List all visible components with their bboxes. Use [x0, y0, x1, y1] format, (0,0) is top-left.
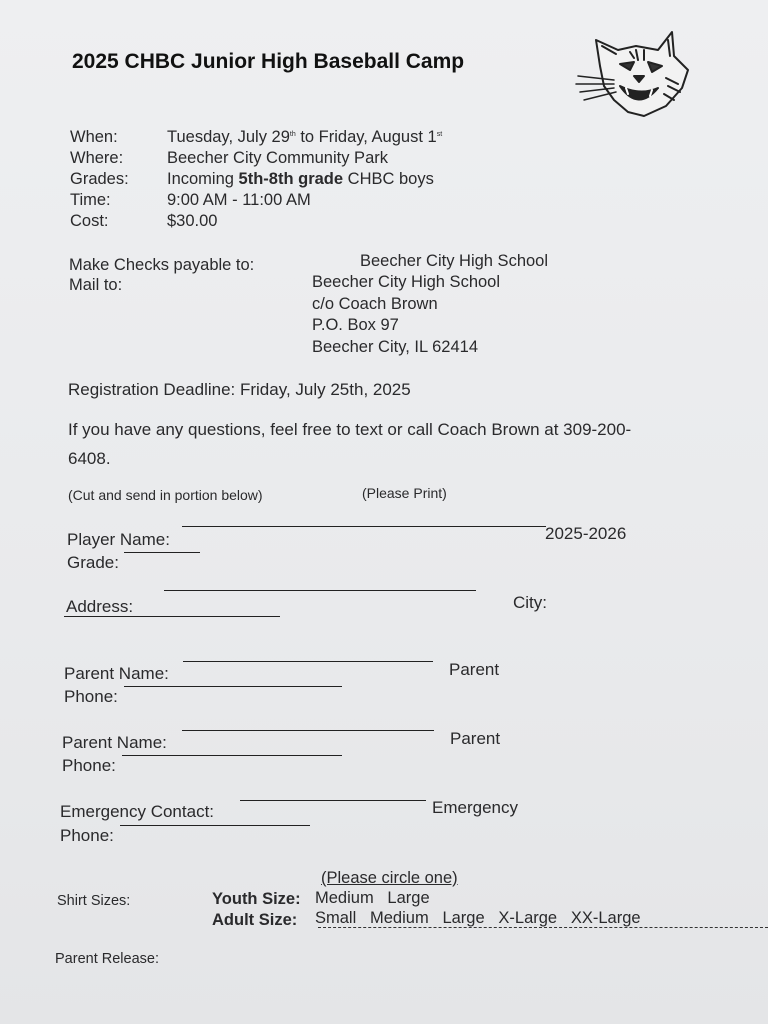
- youth-size-label: Youth Size:: [212, 890, 301, 908]
- mail-line: c/o Coach Brown: [312, 295, 438, 313]
- grade-label: Grade:: [67, 553, 119, 572]
- emergency-contact-label: Emergency Contact:: [60, 802, 215, 821]
- time-label: Time:: [70, 191, 111, 209]
- cost-label: Cost:: [70, 212, 109, 230]
- where-value: Beecher City Community Park: [167, 149, 388, 167]
- cost-value: $30.00: [167, 212, 218, 230]
- grades-value: Incoming 5th-8th grade CHBC boys: [167, 170, 434, 188]
- mail-label: Mail to:: [69, 276, 123, 294]
- parent1-parent-word: Parent: [449, 660, 500, 679]
- parent1-name-field[interactable]: [183, 661, 433, 662]
- year-label: 2025-2026: [545, 524, 627, 543]
- emergency-phone-field[interactable]: [120, 825, 310, 826]
- parent2-name-label: Parent Name:: [62, 733, 167, 752]
- parent2-phone-label: Phone:: [62, 756, 116, 775]
- when-value: Tuesday, July 29th to Friday, August 1st: [167, 128, 443, 146]
- parent1-phone-field[interactable]: [124, 686, 342, 687]
- player-name-field[interactable]: [182, 526, 546, 527]
- parent1-phone-label: Phone:: [64, 687, 118, 706]
- address-field[interactable]: [164, 590, 476, 591]
- parent1-name-label: Parent Name:: [64, 664, 169, 683]
- player-name-label: Player Name:: [67, 530, 170, 549]
- grades-label: Grades:: [70, 170, 129, 188]
- time-value: 9:00 AM - 11:00 AM: [167, 191, 311, 209]
- emergency-word: Emergency: [432, 798, 518, 817]
- emergency-contact-field[interactable]: [240, 800, 426, 801]
- city-label: City:: [513, 593, 547, 612]
- when-label: When:: [70, 128, 118, 146]
- questions-text: If you have any questions, feel free to text or call Coach Brown at 309-200-: [68, 420, 632, 439]
- where-label: Where:: [70, 149, 124, 167]
- address-label: Address:: [66, 597, 134, 616]
- parent2-parent-word: Parent: [450, 729, 501, 748]
- page-title: 2025 CHBC Junior High Baseball Camp: [72, 50, 465, 73]
- parent2-name-field[interactable]: [182, 730, 434, 731]
- adult-size-options[interactable]: Small Medium Large X-Large XX-Large: [315, 909, 641, 927]
- adult-size-label: Adult Size:: [212, 911, 298, 929]
- mail-line: Beecher City, IL 62414: [312, 338, 479, 356]
- shirt-sizes-label: Shirt Sizes:: [57, 893, 131, 909]
- parent2-phone-field[interactable]: [122, 755, 342, 756]
- grade-field[interactable]: [124, 552, 200, 553]
- mail-line: Beecher City High School: [312, 273, 501, 291]
- checks-label: Make Checks payable to:: [69, 256, 255, 274]
- parent-release-label: Parent Release:: [55, 951, 159, 967]
- mail-line: P.O. Box 97: [312, 316, 399, 334]
- cut-divider: [318, 927, 768, 928]
- checks-value: Beecher City High School: [360, 252, 549, 270]
- circle-note: (Please circle one): [321, 869, 458, 887]
- registration-deadline: Registration Deadline: Friday, July 25th, 2025: [68, 380, 411, 399]
- cut-note: (Cut and send in portion below): [68, 487, 263, 503]
- emergency-phone-label: Phone:: [60, 826, 114, 845]
- questions-text-cont: 6408.: [68, 449, 111, 468]
- print-note: (Please Print): [362, 485, 447, 501]
- city-field[interactable]: [64, 616, 280, 617]
- youth-size-options[interactable]: Medium Large: [315, 889, 430, 907]
- bobcat-mascot-icon: [574, 26, 700, 118]
